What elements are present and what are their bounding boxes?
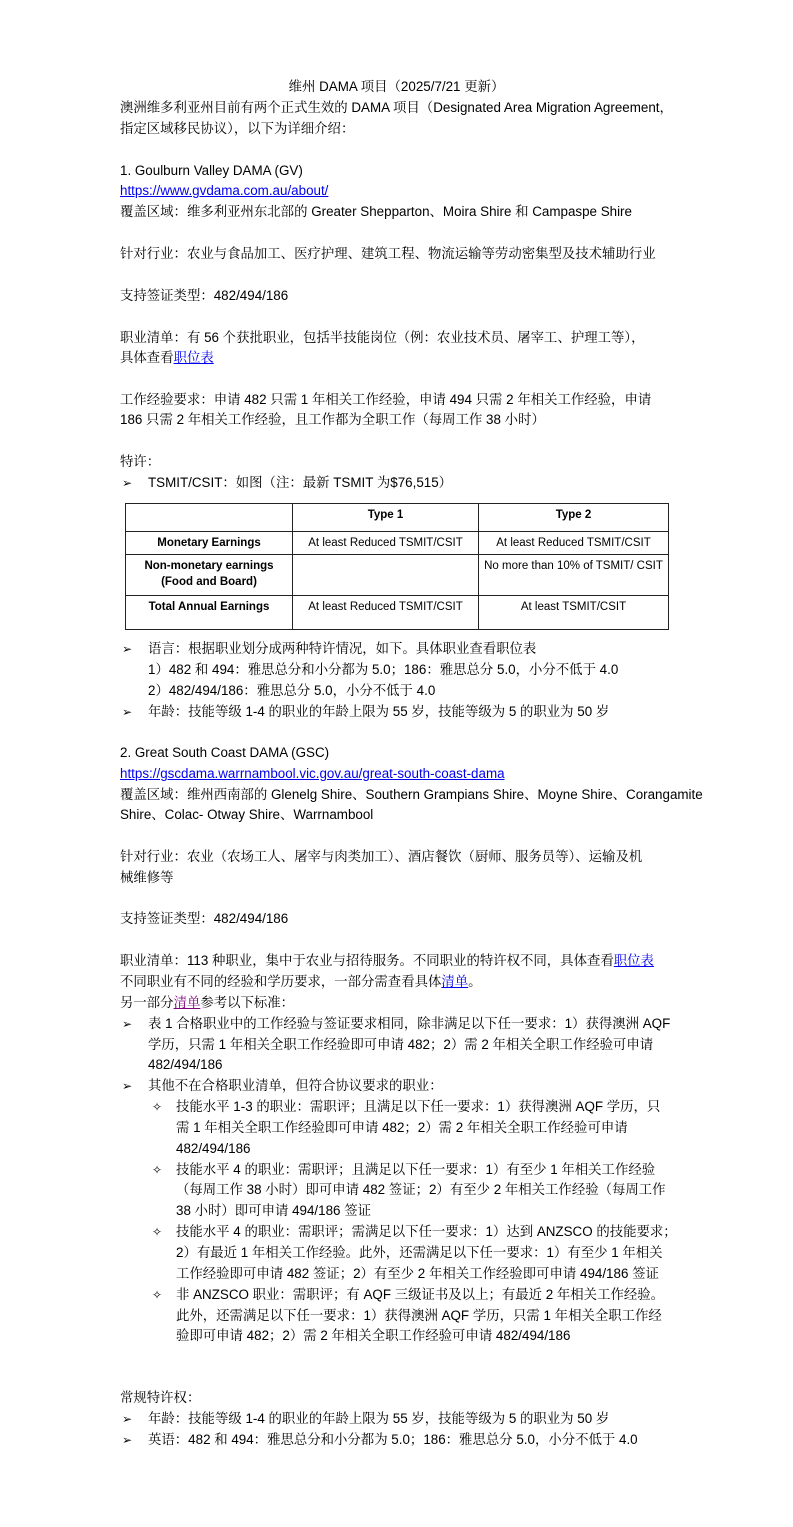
text-segment: 职业清单：113 种职业，集中于农业与招待服务。不同职业的特许权不同，具体查看: [120, 953, 614, 968]
table-cell: [293, 555, 479, 596]
text-line: [120, 972, 482, 992]
table-cell: No more than 10% of TSMIT/ CSIT: [479, 555, 669, 596]
text-line: [176, 1118, 628, 1138]
text-segment: 参考以下标准：: [200, 995, 295, 1010]
text-segment: 澳洲维多利亚州目前有两个正式生效的 DAMA 项目（Designated Area Migration Agreement，: [120, 100, 673, 115]
arrow-bullet-icon: ➢: [122, 705, 133, 719]
text-segment: 针对行业：农业（农场工人、屠宰与肉类加工）、酒店餐饮（厨师、服务员等）、运输及机: [120, 849, 643, 864]
text-segment: TSMIT/CSIT：如图（注：最新 TSMIT 为$76,515）: [148, 475, 453, 490]
text-segment: 技能水平 1-3 的职业：需职评；且满足以下任一要求：1）获得澳洲 AQF 学历，只: [176, 1099, 661, 1114]
text-line: [120, 98, 673, 118]
text-segment: 需 1 年相关全职工作经验即可申请 482；2）需 2 年相关全职工作经验可申请: [176, 1120, 628, 1135]
text-line: [122, 1409, 610, 1429]
text-line: [120, 847, 642, 867]
text-segment: 维州 DAMA 项目（2025/7/21 更新）: [288, 79, 505, 94]
text-line: [176, 1201, 371, 1221]
text-segment: 186 只需 2 年相关工作经验，且工作都为全职工作（每周工作 38 小时）: [120, 412, 545, 427]
text-segment: 英语：482 和 494：雅思总分和小分都为 5.0；186：雅思总分 5.0，小分不低于 4.0: [148, 1432, 638, 1447]
text-segment: 验即可申请 482；2）需 2 年相关全职工作经验可申请 482/494/186: [176, 1328, 571, 1343]
text-line: [120, 348, 214, 368]
text-line: [176, 1243, 663, 1263]
text-segment: 覆盖区域：维州西南部的 Glenelg Shire、Southern Grampians Shire、Moyne Shire、Corangamite: [120, 787, 703, 802]
text-line: [120, 181, 328, 201]
text-segment: 1. Goulburn Valley DAMA (GV): [120, 163, 303, 178]
text-line: [176, 1264, 659, 1284]
text-line: [120, 390, 651, 410]
hyperlink[interactable]: 清单: [441, 974, 469, 989]
text-segment: 2）有最近 1 年相关工作经验。此外，还需满足以下任一要求：1）有至少 1 年相关: [176, 1245, 663, 1260]
text-segment: 学历，只需 1 年相关全职工作经验即可申请 482；2）需 2 年相关全职工作经验可申请: [148, 1037, 654, 1052]
text-segment: 其他不在合格职业清单，但符合协议要求的职业：: [148, 1078, 443, 1093]
text-segment: 482/494/186: [148, 1057, 223, 1072]
table-cell: At least Reduced TSMIT/CSIT: [479, 532, 669, 555]
text-segment: 支持签证类型：482/494/186: [120, 911, 289, 926]
table-header-cell: [126, 504, 293, 532]
text-line: [152, 1222, 677, 1242]
text-segment: 表 1 合格职业中的工作经验与签证要求相同，除非满足以下任一要求：1）获得澳洲 AQF: [148, 1016, 671, 1031]
text-segment: 年龄：技能等级 1-4 的职业的年龄上限为 55 岁，技能等级为 5 的职业为 50 岁: [148, 1411, 610, 1426]
text-line: [122, 639, 537, 659]
text-segment: 技能水平 4 的职业：需职评；且满足以下任一要求：1）有至少 1 年相关工作经验: [176, 1162, 656, 1177]
arrow-bullet-icon: ➢: [122, 1017, 133, 1031]
text-segment: 具体查看: [120, 350, 174, 365]
text-line: [176, 1139, 250, 1159]
text-line: [122, 1076, 443, 1096]
text-segment: 2. Great South Coast DAMA (GSC): [120, 745, 330, 760]
text-segment: 职业清单：有 56 个获批职业，包括半技能岗位（例：农业技术员、屠宰工、护理工等），: [120, 330, 645, 345]
arrow-bullet-icon: ➢: [122, 476, 133, 490]
text-line: [122, 1430, 638, 1450]
text-segment: 语言：根据职业划分成两种特许情况，如下。具体职业查看职位表: [148, 641, 537, 656]
table-header-row: [126, 504, 669, 532]
text-line: [148, 1035, 653, 1055]
text-line: [120, 1388, 200, 1408]
text-line: [120, 868, 174, 888]
table-cell: Total Annual Earnings: [126, 596, 293, 630]
table-cell: Monetary Earnings: [126, 532, 293, 555]
document-title: [0, 77, 793, 97]
text-line: [120, 286, 288, 306]
text-line: [120, 244, 656, 264]
text-segment: Shire、Colac- Otway Shire、Warrnambool: [120, 807, 374, 822]
text-line: [122, 702, 610, 722]
text-segment: 工作经验即可申请 482 签证；2）有至少 2 年相关工作经验即可申请 494/186 签证: [176, 1266, 659, 1281]
arrow-bullet-icon: ➢: [122, 1412, 133, 1426]
text-line: [120, 764, 505, 784]
text-line: [152, 1160, 656, 1180]
text-line: [120, 410, 545, 430]
arrow-bullet-icon: ➢: [122, 1433, 133, 1447]
diamond-bullet-icon: ✧: [152, 1225, 163, 1239]
text-line: [120, 119, 354, 139]
text-segment: 此外，还需满足以下任一要求：1）获得澳洲 AQF 学历，只需 1 年相关全职工作经: [176, 1308, 662, 1323]
arrow-bullet-icon: ➢: [122, 642, 133, 656]
text-line: [120, 909, 288, 929]
text-segment: 38 小时）即可申请 494/186 签证: [176, 1203, 371, 1218]
text-segment: 技能水平 4 的职业：需职评；需满足以下任一要求：1）达到 ANZSCO 的技能要求；: [176, 1224, 677, 1239]
text-segment: 非 ANZSCO 职业：需职评；有 AQF 三级证书及以上；有最近 2 年相关工作经验。: [176, 1287, 665, 1302]
text-line: [120, 951, 654, 971]
table-cell: Non-monetary earnings (Food and Board): [126, 555, 293, 596]
hyperlink[interactable]: 清单: [173, 995, 201, 1010]
text-segment: 2）482/494/186：雅思总分 5.0，小分不低于 4.0: [148, 683, 436, 698]
text-segment: （每周工作 38 小时）即可申请 482 签证；2）有至少 2 年相关工作经验（每周工作: [176, 1182, 666, 1197]
table-header-cell: Type 1: [293, 504, 479, 532]
text-segment: 针对行业：农业与食品加工、医疗护理、建筑工程、物流运输等劳动密集型及技术辅助行业: [120, 246, 656, 261]
text-line: [152, 1097, 661, 1117]
text-line: [120, 452, 160, 472]
hyperlink[interactable]: 职位表: [613, 953, 654, 968]
text-line: [148, 660, 618, 680]
text-line: [122, 473, 453, 493]
table-cell: At least TSMIT/CSIT: [479, 596, 669, 630]
text-line: [176, 1306, 662, 1326]
table-row: [126, 555, 669, 596]
text-line: [120, 161, 303, 181]
text-segment: 指定区域移民协议），以下为详细介绍：: [120, 121, 355, 136]
text-segment: 1）482 和 494：雅思总分和小分都为 5.0；186：雅思总分 5.0，小分不低于 4.0: [148, 662, 619, 677]
diamond-bullet-icon: ✧: [152, 1100, 163, 1114]
text-segment: 。: [468, 974, 482, 989]
hyperlink[interactable]: https://www.gvdama.com.au/about/: [120, 183, 329, 198]
text-line: [120, 328, 644, 348]
text-line: [120, 785, 703, 805]
text-segment: 械维修等: [120, 870, 174, 885]
text-line: [176, 1180, 666, 1200]
table-cell: At least Reduced TSMIT/CSIT: [293, 532, 479, 555]
text-segment: 不同职业有不同的经验和学历要求，一部分需查看具体: [120, 974, 442, 989]
text-segment: 覆盖区域：维多利亚州东北部的 Greater Shepparton、Moira Shire 和 Campaspe Shire: [120, 204, 632, 219]
text-line: [120, 743, 329, 763]
diamond-bullet-icon: ✧: [152, 1163, 163, 1177]
diamond-bullet-icon: ✧: [152, 1288, 163, 1302]
text-line: [148, 681, 435, 701]
tsmit-table: [125, 503, 669, 630]
text-segment: 支持签证类型：482/494/186: [120, 288, 289, 303]
text-line: [176, 1326, 570, 1346]
text-line: [120, 993, 294, 1013]
text-line: [152, 1285, 665, 1305]
text-line: [122, 1014, 671, 1034]
text-segment: 482/494/186: [176, 1141, 251, 1156]
text-segment: 另一部分: [120, 995, 174, 1010]
hyperlink[interactable]: 职位表: [173, 350, 214, 365]
table-row: [126, 532, 669, 555]
text-line: [120, 805, 373, 825]
table-cell: At least Reduced TSMIT/CSIT: [293, 596, 479, 630]
text-segment: 常规特许权：: [120, 1390, 201, 1405]
text-line: [148, 1055, 222, 1075]
hyperlink[interactable]: https://gscdama.warrnambool.vic.gov.au/great-south-coast-dama: [120, 766, 505, 781]
text-segment: 工作经验要求：申请 482 只需 1 年相关工作经验，申请 494 只需 2 年相关工作经验，申请: [120, 392, 652, 407]
text-segment: 特许：: [120, 454, 161, 469]
text-line: [120, 202, 632, 222]
table-header-cell: Type 2: [479, 504, 669, 532]
arrow-bullet-icon: ➢: [122, 1079, 133, 1093]
table-row: [126, 596, 669, 630]
text-segment: 年龄：技能等级 1-4 的职业的年龄上限为 55 岁，技能等级为 5 的职业为 50 岁: [148, 704, 610, 719]
